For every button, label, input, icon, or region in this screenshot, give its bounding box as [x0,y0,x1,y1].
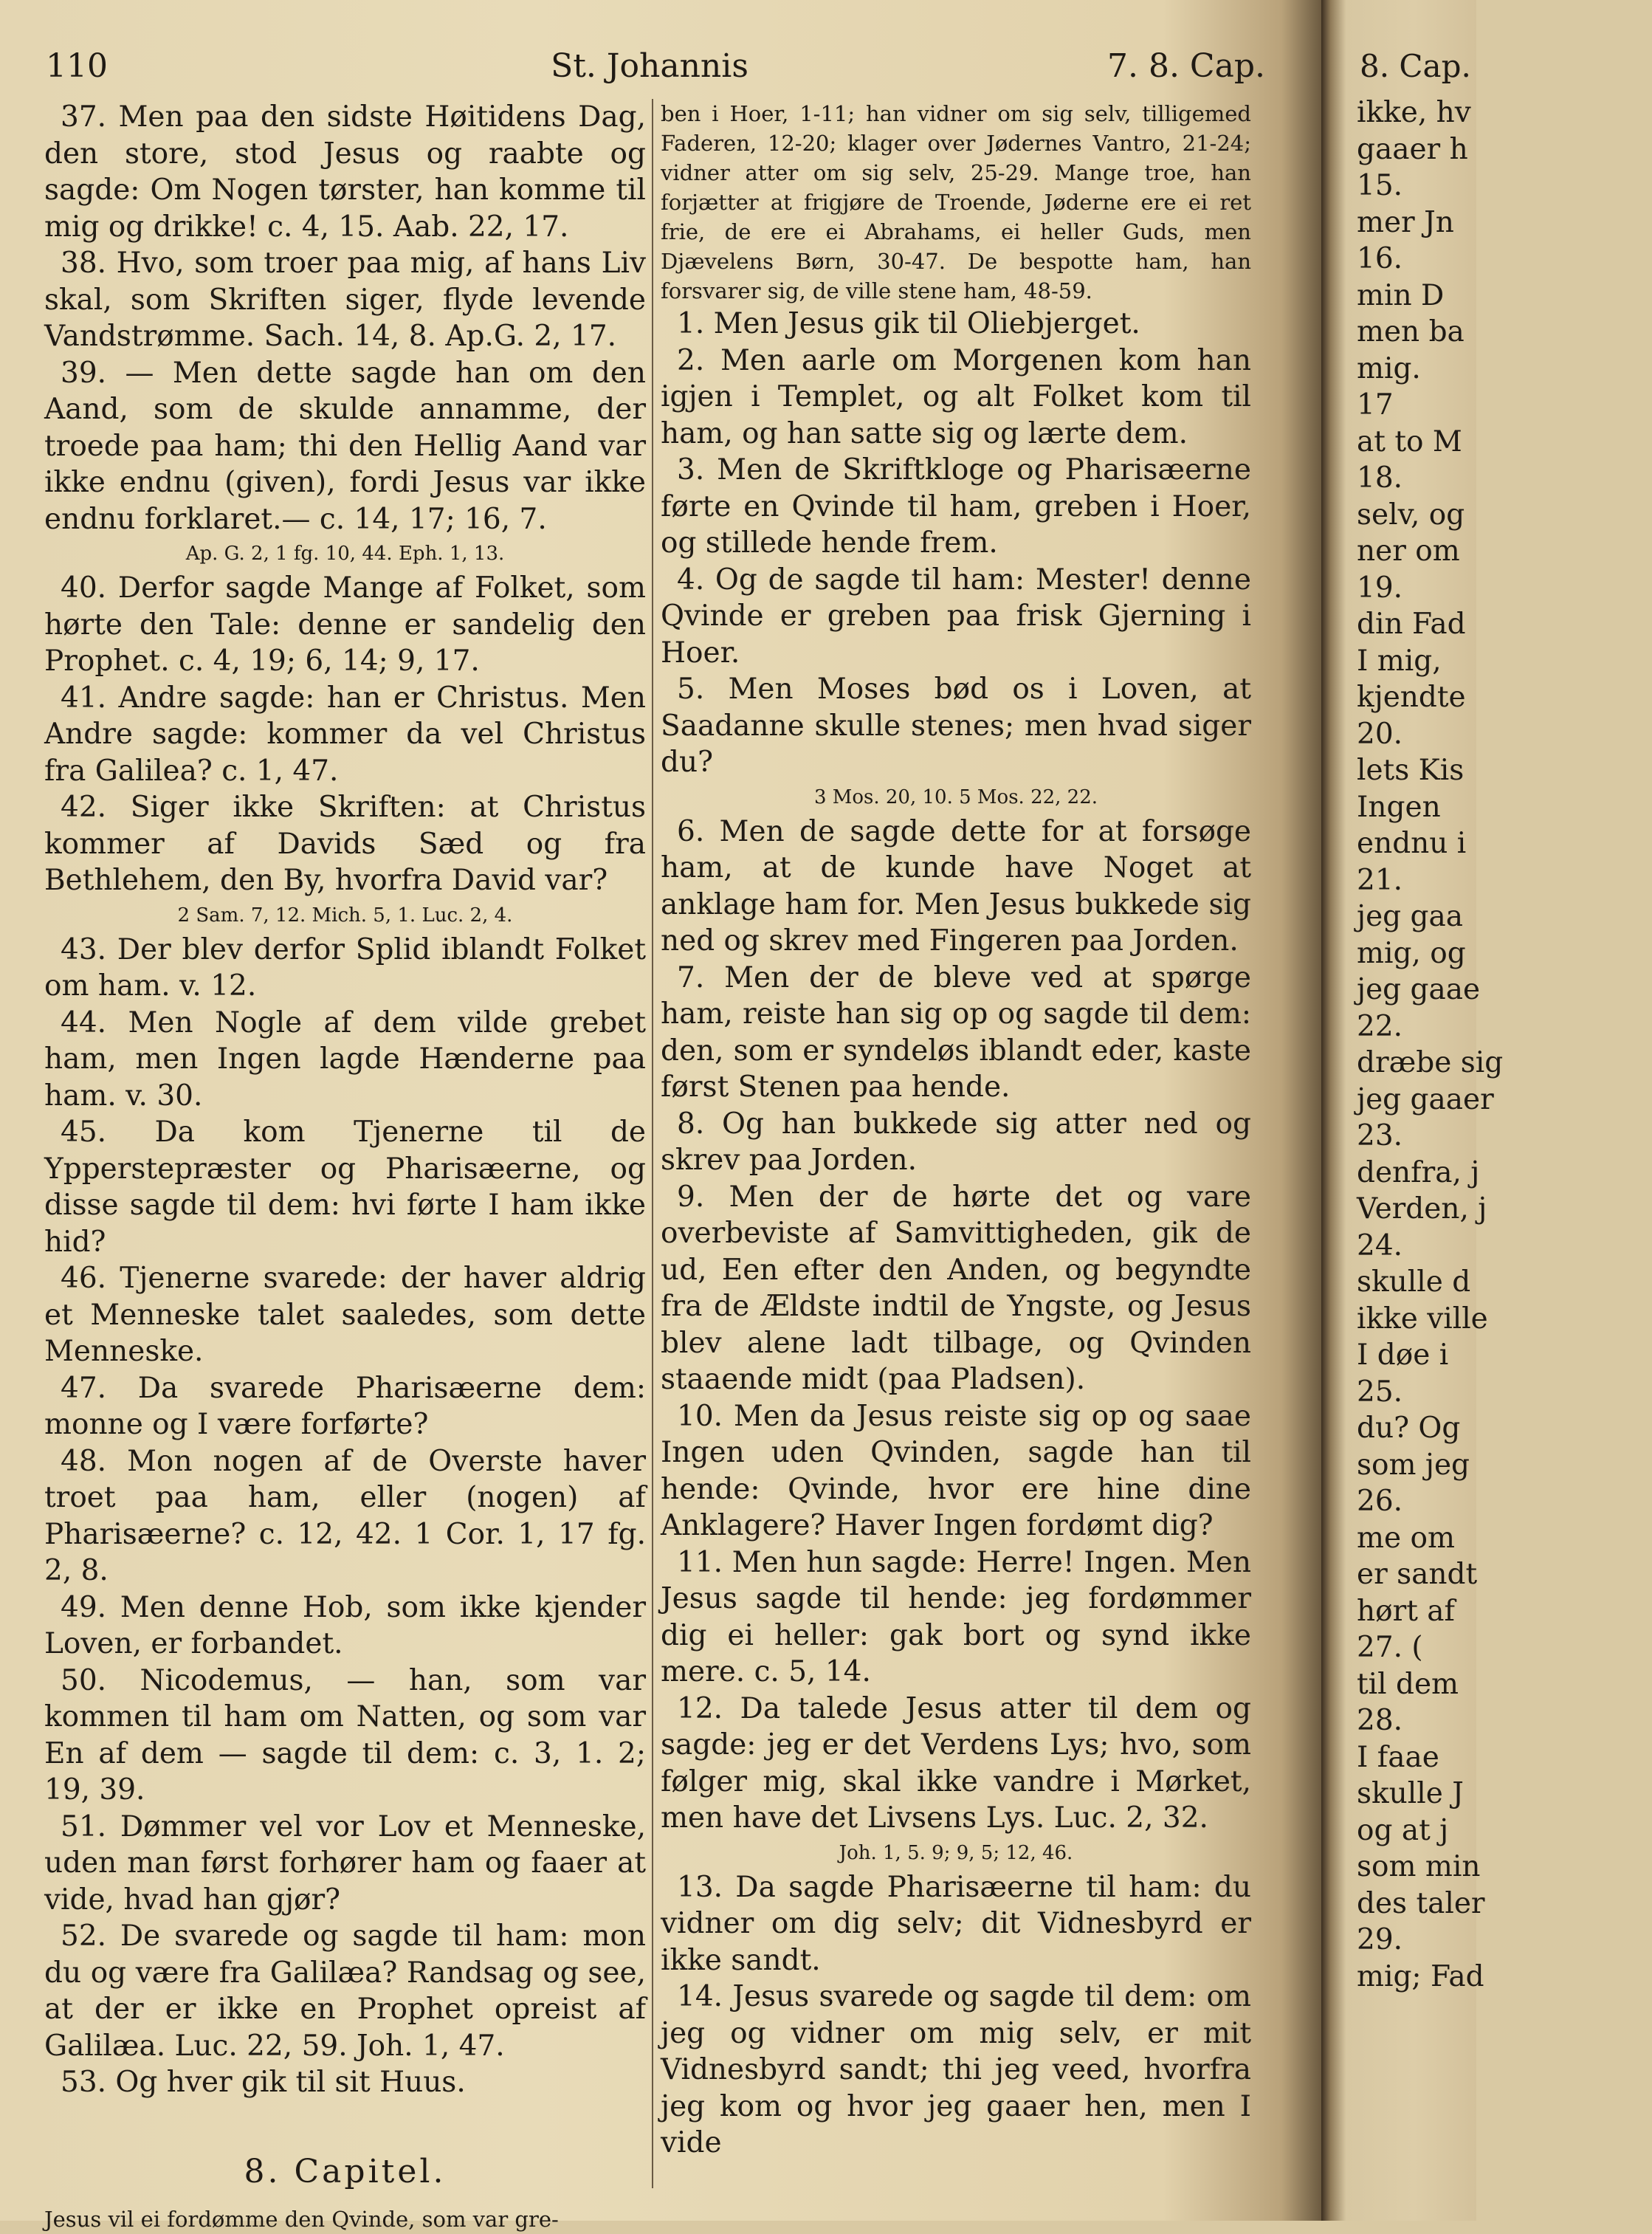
chapter-summary: ben i Hoer, 1-11; han vidner om sig selv, tilligemed Faderen, 12-20; klager over Jødernes Vantro, 21-24; vidner atter om sig selv, 25-29. Mange troe, han forjætter at frigjøre de Troende, Jøderne ere ei ret frie, de ere ei Abrahams, ei heller Guds, men Djævelens Børn, 30-47. De bespotte ham, han forsvarer sig, de ville stene ham, 48-59. [661,101,1251,303]
verse: 1. Men Jesus gik til Oliebjerget. [677,307,1140,340]
next-page-line: lets Kis [1357,754,1465,787]
next-page-line: 27. ( [1357,1631,1423,1664]
next-page-line: 26. [1357,1485,1403,1518]
verse: 37. Men paa den sidste Høitidens Dag, den store, stod Jesus og raabte og sagde: Om Nogen tørster, han komme til mig og drikke! c. 4, 15. Aab. 22, 17. [44,100,646,244]
verse: 47. Da svarede Pharisæerne dem: monne og I være forførte? [44,1371,646,1441]
chapter-range: 7. 8. Cap. [1107,47,1265,85]
next-page-line: 24. [1357,1228,1403,1262]
next-page-edge [1321,0,1504,2221]
next-page-line: hørt af [1357,1594,1455,1628]
next-page-line: skulle d [1357,1265,1471,1299]
next-page-line: endnu i [1357,827,1467,860]
next-page-line: at to M [1357,425,1462,458]
next-page-line: og at j [1357,1813,1449,1847]
next-page-lines [1357,94,1652,1995]
verse: 5. Men Moses bød os i Loven, at Saadanne skulle stenes; men hvad siger du? [661,673,1251,779]
next-page-line: til dem [1357,1667,1459,1701]
verse: 13. Da sagde Pharisæerne til ham: du vidner om dig selv; dit Vidnesbyrd er ikke sandt. [661,1870,1251,1977]
verse: 45. Da kom Tjenerne til de Ypperstepræster og Pharisæerne, og disse sagde til dem: hvi førte I ham ikke hid? [44,1116,646,1259]
verse: 40. Derfor sagde Mange af Folket, som hørte den Tale: denne er sandelig den Prophet. c. 4, 19; 6, 14; 9, 17. [44,571,646,678]
next-page-line: ikke, hv [1357,96,1471,129]
next-page-line: 28. [1357,1704,1403,1737]
next-page-line: mer Jn [1357,205,1454,239]
next-page-line: selv, og [1357,498,1465,532]
verse: 42. Siger ikke Skriften: at Christus kommer af Davids Sæd og fra Bethlehem, den By, hvorfra David var? [44,791,646,897]
next-page-line: 21. [1357,863,1403,897]
next-page-line: jeg gaaer [1357,1082,1494,1116]
next-page-line: 22. [1357,1009,1403,1043]
verse: 53. Og hver gik til sit Huus. [61,2066,466,2099]
verse: 46. Tjenerne svarede: der haver aldrig et Menneske talet saaledes, som dette Menneske. [44,1262,646,1368]
next-page-line: ikke ville [1357,1302,1488,1336]
verse: 38. Hvo, som troer paa mig, af hans Liv skal, som Skriften siger, flyde levende Vandstrømme. Sach. 14, 8. Ap.G. 2, 17. [44,247,646,353]
column-divider [652,99,653,2188]
next-page-line: ner om [1357,535,1460,568]
next-page-line: mig, og [1357,936,1466,970]
cross-reference: Ap. G. 2, 1 fg. 10, 44. Eph. 1, 13. [185,543,505,565]
next-page-line: er sandt [1357,1558,1478,1591]
verse: 6. Men de sagde dette for at forsøge ham, at de kunde have Noget at anklage ham for. Men Jesus bukkede sig ned og skrev med Fingeren paa Jorden. [661,814,1251,958]
next-page-line: 23. [1357,1119,1403,1152]
running-title: St. Johannis [551,47,748,85]
cross-reference: Joh. 1, 5. 9; 9, 5; 12, 46. [839,1841,1073,1864]
next-page-line: men ba [1357,315,1465,348]
next-page-line: I døe i [1357,1338,1449,1372]
next-page-line: skulle J [1357,1777,1464,1810]
verse: 10. Men da Jesus reiste sig op og saae Ingen uden Qvinden, sagde han til hende: Qvinde, hvor ere hine dine Anklagere? Haver Ingen fordømt dig? [661,1399,1251,1542]
cross-reference: 2 Sam. 7, 12. Mich. 5, 1. Luc. 2, 4. [177,904,513,927]
next-page-line: me om [1357,1521,1455,1555]
next-page-line: 18. [1357,461,1403,495]
verse: 7. Men der de bleve ved at spørge ham, reiste han sig op og sagde til dem: den, som er syndeløs iblandt eder, kaste først Stenen paa hende. [661,960,1251,1104]
next-page-line: 15. [1357,169,1403,202]
verse: 2. Men aarle om Morgenen kom han igjen i Templet, og alt Folket kom til ham, og han satte sig og lærte dem. [661,343,1251,450]
verse: 3. Men de Skriftkloge og Pharisæerne førte en Qvinde til ham, greben i Hoer, og stillede hende frem. [661,453,1251,560]
verse: 44. Men Nogle af dem vilde grebet ham, men Ingen lagde Hænderne paa ham. v. 30. [44,1006,646,1113]
next-page-line: 29. [1357,1923,1403,1956]
next-page-line: min D [1357,278,1445,312]
verse: 41. Andre sagde: han er Christus. Men Andre sagde: kommer da vel Christus fra Galilea? c. 1, 47. [44,681,646,788]
next-page-line: I faae [1357,1740,1439,1774]
verse: 43. Der blev derfor Splid iblandt Folket om ham. v. 12. [44,932,646,1003]
verse: 4. Og de sagde til ham: Mester! denne Qvinde er greben paa frisk Gjerning i Hoer. [661,563,1251,670]
next-page-line: gaaer h [1357,132,1468,166]
right-column [661,99,1251,2162]
verse: 8. Og han bukkede sig atter ned og skrev paa Jorden. [661,1107,1251,1177]
next-page-line: jeg gaae [1357,973,1481,1006]
next-page-line: 16. [1357,242,1403,275]
next-page-header: 8. Cap. [1360,48,1471,84]
next-page-line: jeg gaa [1357,900,1464,933]
next-page-line: I mig, [1357,644,1442,678]
verse: 48. Mon nogen af de Overste haver troet paa ham, eller (nogen) af Pharisæerne? c. 12, 42. 1 Cor. 1, 17 fg. 2, 8. [44,1444,646,1587]
next-page-line: Ingen [1357,790,1441,824]
next-page-line: dræbe sig [1357,1046,1504,1079]
next-page-line: Verden, j [1357,1192,1487,1226]
verse: 50. Nicodemus, — han, som var kommen til ham om Natten, og som var En af dem — sagde til dem: c. 3, 1. 2; 19, 39. [44,1663,646,1807]
next-page-line: denfra, j [1357,1155,1480,1189]
verse: 52. De svarede og sagde til ham: mon du og være fra Galilæa? Randsag og see, at der er ikke en Prophet opreist af Galilæa. Luc. 22, 59. Joh. 1, 47. [44,1919,646,2063]
page-number: 110 [46,47,108,85]
next-page-line: mig. [1357,351,1421,385]
verse: 14. Jesus svarede og sagde til dem: om jeg og vidner om mig selv, er mit Vidnesbyrd sandt; thi jeg veed, hvorfra jeg kom og hvor jeg gaaer hen, men I vide [661,1980,1251,2159]
verse: 51. Dømmer vel vor Lov et Menneske, uden man først forhører ham og faaer at vide, hvad han gjør? [44,1809,646,1917]
next-page-line: 17 [1357,388,1394,422]
chapter-summary-start: Jesus vil ei fordømme den Qvinde, som var gre- [44,2206,559,2232]
next-page-line: som jeg [1357,1448,1470,1482]
verse: 11. Men hun sagde: Herre! Ingen. Men Jesus sagde til hende: jeg fordømmer dig ei heller: gak bort og synd ikke mere. c. 5, 14. [661,1545,1251,1688]
next-page-line: des taler [1357,1886,1485,1920]
verse: 39. — Men dette sagde han om den Aand, som de skulde annamme, der troede paa ham; thi den Hellig Aand var ikke endnu (given), fordi Jesus var ikke endnu forklaret.— c. 14, 17; 16, 7. [44,356,646,536]
next-page-line: kjendte [1357,681,1466,714]
verse: 49. Men denne Hob, som ikke kjender Loven, er forbandet. [44,1590,646,1660]
next-page-line: 25. [1357,1375,1403,1409]
verse: 9. Men der de hørte det og vare overbeviste af Samvittigheden, gik de ud, Een efter den Anden, og begyndte fra de Ældste indtil de Yngste, og Jesus blev alene ladt tilbage, og Qvinden staaende midt (paa Pladsen). [661,1180,1251,1396]
left-column [44,99,646,2234]
chapter-heading: 8. Capitel. [244,2152,447,2190]
cross-reference: 3 Mos. 20, 10. 5 Mos. 22, 22. [813,786,1098,808]
next-page-line: som min [1357,1850,1481,1883]
next-page-line: 19. [1357,571,1403,605]
next-page-line: din Fad [1357,608,1466,641]
next-page-line: du? Og [1357,1412,1461,1445]
verse: 12. Da talede Jesus atter til dem og sagde: jeg er det Verdens Lys; hvo, som følger mig, skal ikke vandre i Mørket, men have det Livsens Lys. Luc. 2, 32. [661,1691,1251,1835]
next-page-line: mig; Fad [1357,1959,1484,1993]
next-page-line: 20. [1357,717,1403,751]
